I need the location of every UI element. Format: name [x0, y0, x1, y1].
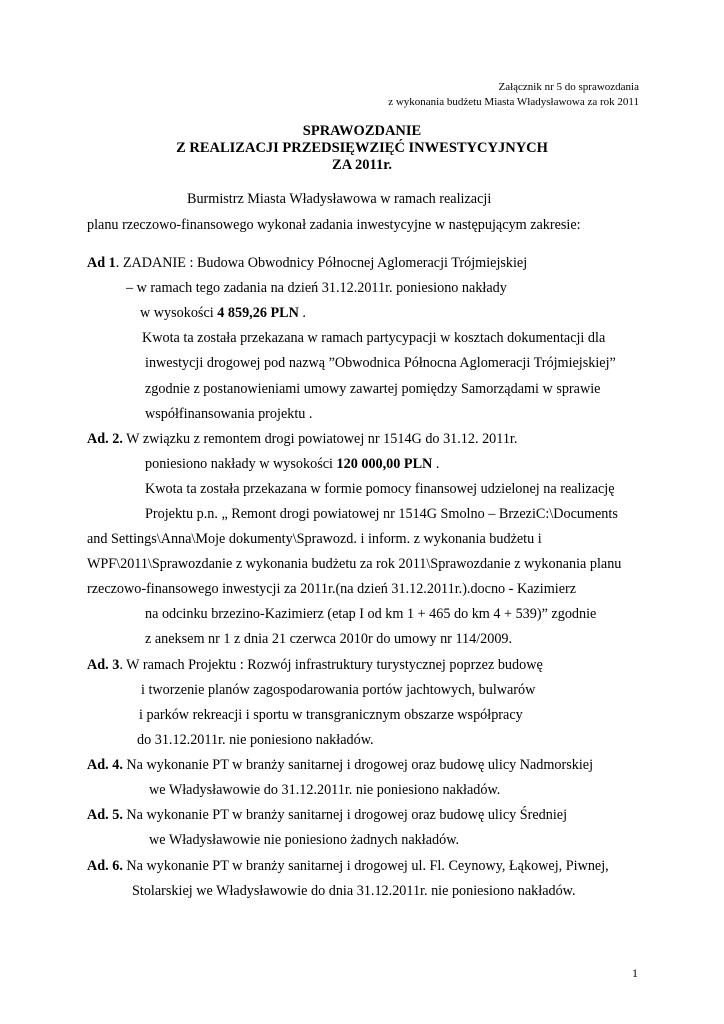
- ad6-line1: Ad. 6. Na wykonanie PT w branży sanitarnej i drogowej ul. Fl. Ceynowy, Łąkowej, Piwnej,: [87, 858, 609, 874]
- ad4-label: Ad. 4.: [87, 757, 123, 773]
- ad1-label: Ad 1: [87, 255, 116, 271]
- ad2-line7: rzeczowo-finansowego inwestycji za 2011r.(na dzień 31.12.2011r.).docno - Kazimierz: [87, 581, 577, 597]
- ad2-line3: Kwota ta została przekazana w formie pomocy finansowej udzielonej na realizację: [145, 481, 615, 497]
- ad3-line2: i tworzenie planów zagospodarowania portów jachtowych, bulwarów: [141, 682, 536, 698]
- intro-line2: planu rzeczowo-finansowego wykonał zadania inwestycyjne w następującym zakresie:: [87, 217, 581, 233]
- ad1-amount: 4 859,26 PLN: [217, 305, 299, 321]
- ad2-line6: WPF\2011\Sprawozdanie z wykonania budżetu za rok 2011\Sprawozdanie z wykonania planu: [87, 556, 622, 572]
- ad2-line4: Projektu p.n. „ Remont drogi powiatowej nr 1514G Smolno – BrzeziC:\Documents: [145, 506, 618, 522]
- ad2-line8: na odcinku brzezino-Kazimierz (etap I od km 1 + 465 do km 4 + 539)” zgodnie: [145, 606, 597, 622]
- ad2-amount: 120 000,00 PLN: [336, 456, 433, 472]
- ad1-line1: Ad 1. ZADANIE : Budowa Obwodnicy Północnej Aglomeracji Trójmiejskiej: [87, 255, 528, 271]
- attachment-note-line1: Załącznik nr 5 do sprawozdania: [498, 81, 639, 93]
- ad3-line3: i parków rekreacji i sportu w transgranicznym obszarze współpracy: [139, 707, 523, 723]
- ad6-line2: Stolarskiej we Władysławowie do dnia 31.12.2011r. nie poniesiono nakładów.: [132, 883, 576, 899]
- ad6-label: Ad. 6.: [87, 858, 123, 874]
- ad1-line2: – w ramach tego zadania na dzień 31.12.2011r. poniesiono nakłady: [126, 280, 507, 296]
- ad2-line1: Ad. 2. W związku z remontem drogi powiatowej nr 1514G do 31.12. 2011r.: [87, 431, 518, 447]
- ad1-line3: w wysokości 4 859,26 PLN .: [140, 305, 306, 321]
- ad3-line1: Ad. 3. W ramach Projektu : Rozwój infrastruktury turystycznej poprzez budowę: [87, 657, 543, 673]
- ad4-line1: Ad. 4. Na wykonanie PT w branży sanitarnej i drogowej oraz budowę ulicy Nadmorskiej: [87, 757, 594, 773]
- ad5-line1: Ad. 5. Na wykonanie PT w branży sanitarnej i drogowej oraz budowę ulicy Średniej: [87, 807, 568, 823]
- ad2-label: Ad. 2.: [87, 431, 123, 447]
- ad3-line4: do 31.12.2011r. nie poniesiono nakładów.: [137, 732, 374, 748]
- ad1-line4: Kwota ta została przekazana w ramach partycypacji w kosztach dokumentacji dla: [142, 330, 606, 346]
- ad2-line5: and Settings\Anna\Moje dokumenty\Sprawozd. i inform. z wykonania budżetu i: [87, 531, 542, 547]
- attachment-note-line2: z wykonania budżetu Miasta Władysławowa za rok 2011: [388, 96, 639, 108]
- ad2-line9: z aneksem nr 1 z dnia 21 czerwca 2010r do umowy nr 114/2009.: [145, 631, 513, 647]
- report-subtitle: Z REALIZACJI PRZEDSIĘWZIĘĆ INWESTYCYJNYCH: [176, 140, 548, 156]
- ad3-label: Ad. 3: [87, 657, 120, 673]
- report-year: ZA 2011r.: [332, 157, 392, 173]
- ad2-line2: poniesiono nakłady w wysokości 120 000,00 PLN .: [145, 456, 440, 472]
- ad1-line7: współfinansowania projektu .: [145, 406, 313, 422]
- ad1-line6: zgodnie z postanowieniami umowy zawartej pomiędzy Samorządami w sprawie: [145, 381, 601, 397]
- intro-line1: Burmistrz Miasta Władysławowa w ramach realizacji: [187, 191, 492, 207]
- ad5-label: Ad. 5.: [87, 807, 123, 823]
- ad4-line2: we Władysławowie do 31.12.2011r. nie poniesiono nakładów.: [149, 782, 501, 798]
- report-title: SPRAWOZDANIE: [302, 123, 422, 139]
- ad5-line2: we Władysławowie nie poniesiono żadnych nakładów.: [149, 832, 460, 848]
- page-number: 1: [632, 966, 638, 980]
- ad1-line5: inwestycji drogowej pod nazwą ”Obwodnica Północna Aglomeracji Trójmiejskiej”: [145, 355, 616, 371]
